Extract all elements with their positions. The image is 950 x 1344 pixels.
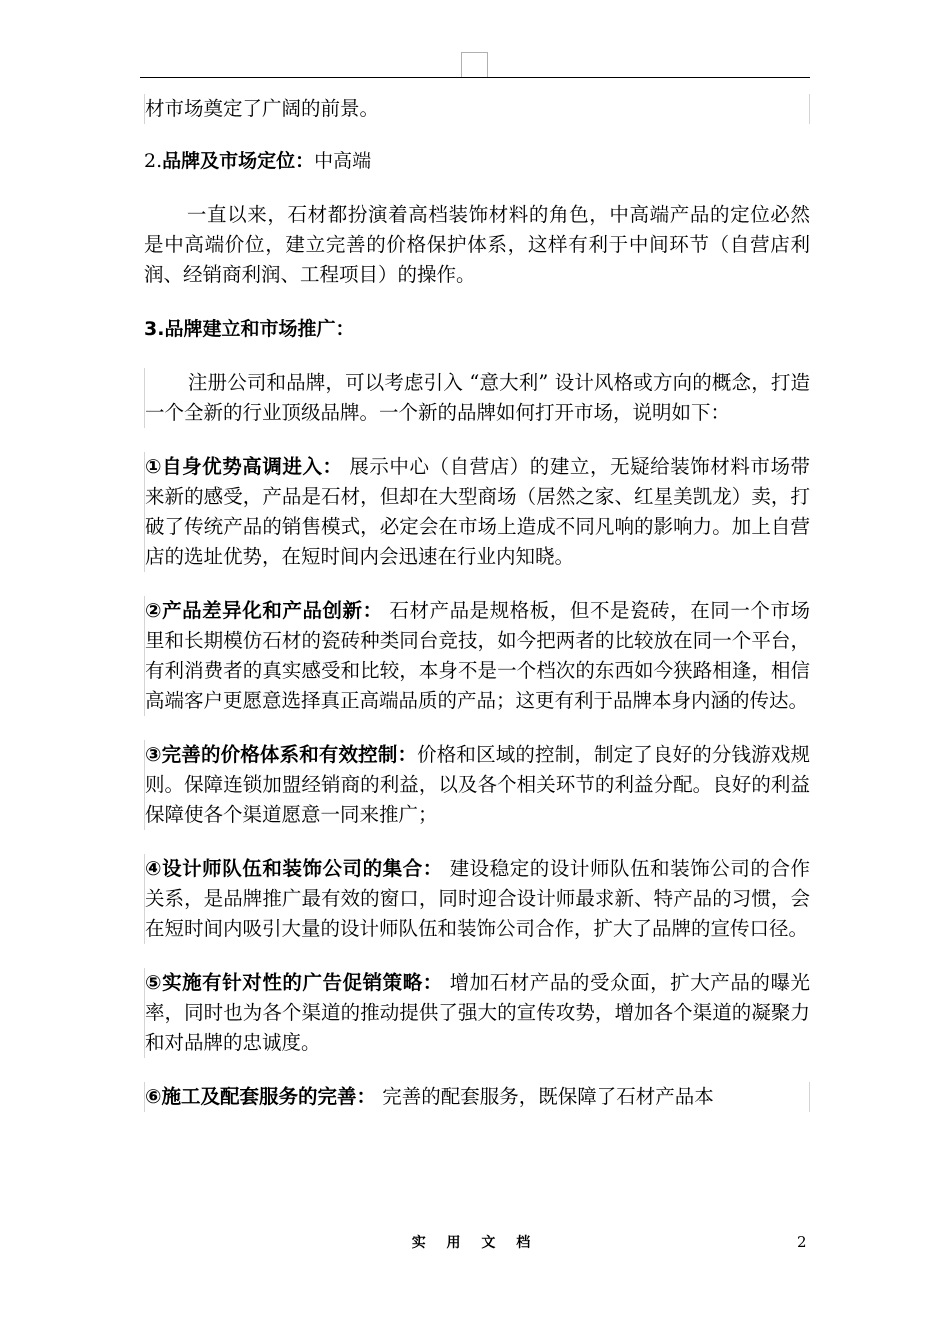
document-body <box>144 94 810 1112</box>
list-item-1-title: ①自身优势高调进入： <box>145 455 343 478</box>
header-rule <box>140 77 810 78</box>
list-item-5 <box>144 968 810 1058</box>
list-item-4-title: ④设计师队伍和装饰公司的集合： <box>145 857 443 880</box>
section-3-heading: 3.品牌建立和市场推广： <box>144 318 355 340</box>
section-2-body: 一直以来，石材都扮演着高档装饰材料的角色，中高端产品的定位必然是中高端价位，建立完善的价格保护体系，这样有利于中间环节（自营店利润、经销商利润、工程项目）的操作。 <box>144 203 810 286</box>
list-item-2 <box>144 596 810 716</box>
intro-block <box>144 94 810 124</box>
section-2-title: 品牌及市场定位： <box>162 150 315 172</box>
list-item-5-title: ⑤实施有针对性的广告促销策略： <box>145 971 443 994</box>
section-3-body: 注册公司和品牌，可以考虑引入 “意大利” 设计风格或方向的概念，打造一个全新的行业顶级品牌。一个新的品牌如何打开市场，说明如下： <box>145 371 810 424</box>
list-item-6-text: 完善的配套服务，既保障了石材产品本 <box>376 1085 714 1108</box>
section-2-heading <box>144 146 810 176</box>
list-item-1 <box>144 452 810 572</box>
section-2-tail: 中高端 <box>314 150 372 172</box>
section-3-block <box>144 368 810 428</box>
section-2-number: 2. <box>144 150 163 172</box>
intro-tail-paragraph: 材市场奠定了广阔的前景。 <box>145 97 380 120</box>
list-item-6 <box>144 1082 810 1112</box>
list-item-2-text: 石材产品是规格板，但不是瓷砖，在同一个市场里和长期模仿石材的瓷砖种类同台竞技，如今把两者的比较放在同一个平台，有利消费者的真实感受和比较，本身不是一个档次的东西如今狭路相逢，相信高端客户更愿意选择真正高端品质的产品；这更有利于品牌本身内涵的传达。 <box>145 599 811 712</box>
list-item-5-text: 增加石材产品的受众面，扩大产品的曝光率，同时也为各个渠道的推动提供了强大的宣传攻势，增加各个渠道的凝聚力和对品牌的忠诚度。 <box>145 971 810 1054</box>
header-marker-box <box>461 52 488 77</box>
list-item-4-text: 建设稳定的设计师队伍和装饰公司的合作关系，是品牌推广最有效的窗口，同时迎合设计师最求新、特产品的习惯，会在短时间内吸引大量的设计师队伍和装饰公司合作，扩大了品牌的宣传口径。 <box>145 857 810 940</box>
list-item-3-text: 价格和区域的控制，制定了良好的分钱游戏规则。保障连锁加盟经销商的利益，以及各个相关环节的利益分配。良好的利益保障使各个渠道愿意一同来推广； <box>145 743 810 826</box>
list-item-1-text: 展示中心（自营店）的建立，无疑给装饰材料市场带来新的感受，产品是石材，但却在大型商场（居然之家、红星美凯龙）卖，打破了传统产品的销售模式，必定会在市场上造成不同凡响的影响力。加上自营店的选址优势，在短时间内会迅速在行业内知晓。 <box>145 455 811 568</box>
footer-label: 实 用 文 档 <box>411 1235 539 1251</box>
list-item-3-title: ③完善的价格体系和有效控制： <box>145 743 418 766</box>
page-number: 2 <box>797 1233 807 1251</box>
list-item-2-title: ②产品差异化和产品创新： <box>145 599 383 622</box>
list-item-3 <box>144 740 810 830</box>
list-item-4 <box>144 854 810 944</box>
list-item-6-title: ⑥施工及配套服务的完善： <box>145 1085 377 1108</box>
